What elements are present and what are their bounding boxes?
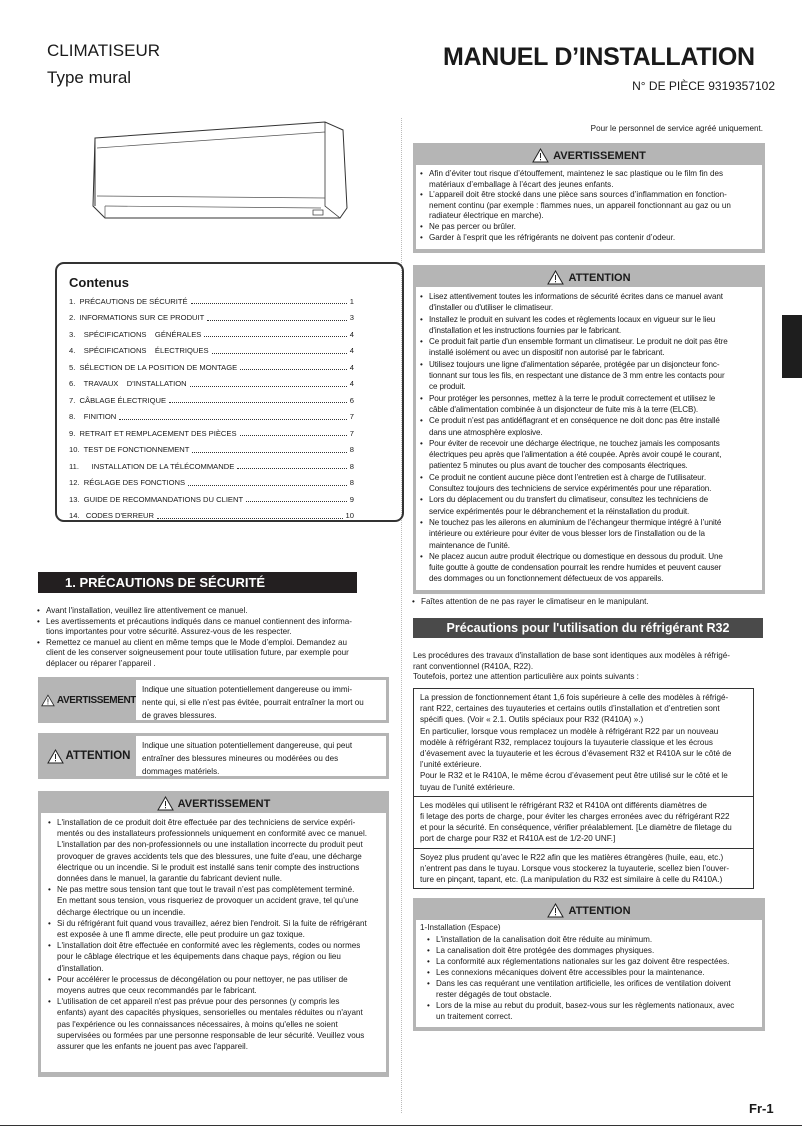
warning-triangle-icon	[547, 903, 564, 918]
toc-leader	[246, 496, 347, 502]
list-item: • L'installation doit être effectuée en conformité avec les règlements, codes ou normes pour le câblage électrique et les équipements dans chaque pays, région ou lieu d'installation.	[47, 940, 380, 974]
toc-item-page: 8	[349, 478, 354, 488]
list-item: • Remettez ce manuel au client en même temps que le Mode d’emploi. Demandez au client de les conserver soigneusement pour toute utilisation future, par exemple pour déplacer ou réparer l’appareil .	[36, 638, 396, 670]
caution-title: ATTENTION	[568, 904, 631, 917]
warning-triangle-icon	[41, 693, 55, 708]
intro-bullets	[36, 606, 396, 670]
page-number: Fr-1	[749, 1101, 774, 1116]
list-item: • L'installation de ce produit doit être effectuée par des techniciens de service expéri- mentés ou des installateurs professionnels uniquement en conformité avec ce manuel. L'installation par des non-professionnels ou une installation incorrecte du produit peut provoquer de graves accidents tels que des blessures, une fuite d'eau, une décharge électrique ou un incendie. Si le produit est installé sans tenir compte des instructions données dans le manuel, la garantie du fabricant devient nulle.	[47, 817, 380, 884]
toc-item-label: 11. INSTALLATION DE LA TÉLÉCOMMANDE	[69, 461, 235, 471]
toc-item-label: 4. SPÉCIFICATIONS ÉLECTRIQUES	[69, 346, 209, 356]
toc-item[interactable]	[69, 293, 354, 310]
toc-item[interactable]	[69, 326, 354, 343]
toc-item-label: 14. CODES D'ERREUR	[69, 511, 154, 521]
list-item: • L'installation de la canalisation doit être réduite au minimum.	[426, 934, 758, 945]
toc-leader	[240, 364, 347, 370]
toc-leader	[157, 513, 343, 519]
part-number: N° DE PIÈCE 9319357102	[632, 79, 775, 93]
r32-table-row: Soyez plus prudent qu’avec le R22 afin que les matières étrangères (huile, eau, etc.) n’entrent pas dans le tuyau. Lorsque vous stockerez la tuyauterie, scellez bien l’ouver- ture en pinçant, tapant, etc. (La manipulation du R32 est similaire à celle du R410A.)	[413, 848, 754, 890]
toc-item-page: 8	[349, 461, 354, 471]
toc-title: Contenus	[69, 275, 129, 290]
toc-item[interactable]	[69, 409, 354, 426]
list-item: • Utilisez toujours une ligne d'alimentation séparée, protégée par un disjoncteur fonc- tionnant sur tous les fils, en respectant une distance de 3 mm entre les contacts pour ce produit.	[419, 359, 762, 393]
toc-item[interactable]	[69, 310, 354, 327]
list-item: • Faîtes attention de ne pas rayer le climatiseur en le manipulant.	[411, 597, 771, 608]
warning-list	[419, 169, 756, 243]
list-item: • Pour accélérer le processus de décongélation ou pour nettoyer, ne pas utiliser de moyens autres que ceux recommandés par le fabricant.	[47, 974, 380, 996]
list-item: • L’appareil doit être stocké dans une pièce sans sources d’inflammation en fonction- nement continu (par exemple : flammes nues, un appareil fonctionnant au gaz ou un radiateur électrique en marche).	[419, 190, 756, 222]
toc-item[interactable]	[69, 425, 354, 442]
list-item: • La conformité aux réglementations nationales sur les gaz doivent être respectées.	[426, 956, 758, 967]
list-item: • Dans les cas requérant une ventilation artificielle, les orifices de ventilation doivent rester dégagés de tout obstacle.	[426, 978, 758, 1000]
handling-note	[411, 597, 771, 608]
toc-item[interactable]	[69, 508, 354, 525]
r32-section-header: Précautions pour l'utilisation du réfrigérant R32	[413, 618, 763, 638]
toc-leader	[190, 381, 347, 387]
list-item: • Afin d’éviter tout risque d’étouffement, maintenez le sac plastique ou le film fin des matériaux d’emballage à l’écart des jeunes enfants.	[419, 169, 756, 190]
list-item: • Lors de la mise au rebut du produit, basez-vous sur les règlements nationaux, avec un traitement correct.	[426, 1000, 758, 1022]
toc-item-page: 9	[349, 494, 354, 504]
r32-table-row: Les modèles qui utilisent le réfrigérant R32 et R410A ont différents diamètres de fi letage des ports de charge, pour éviter les charges erronées avec du réfrigérant R22 et pour la sécurité. En conséquence, vérifier préalablement. [Le diamètre de filetage du port de charge pour R32 et R410A est de 1/2-20 UNF.]	[413, 796, 754, 848]
list-item: • Les connexions mécaniques doivent être accessibles pour la maintenance.	[426, 967, 758, 978]
toc-leader	[240, 430, 347, 436]
list-item: • Ne placez aucun autre produit électrique ou domestique en dessous du produit. Une fuite goutte à goutte de condensation pourrait les rendre humides et peuvent causer des dommages ou un fonctionnement défectueux de vos appareils.	[419, 551, 762, 585]
toc-item-page: 3	[349, 313, 354, 323]
r32-table	[413, 688, 754, 889]
legend-warning-text: Indique une situation potentiellement dangereuse ou immi- nente qui, si elle n’est pas évitée, pourrait entraîner la mort ou de graves blessures.	[136, 680, 386, 720]
toc-item-page: 6	[349, 395, 354, 405]
toc-item-page: 7	[349, 428, 354, 438]
warning-triangle-icon	[547, 270, 564, 285]
toc-item[interactable]	[69, 343, 354, 360]
toc-item-label: 5. SÉLECTION DE LA POSITION DE MONTAGE	[69, 362, 238, 372]
toc-item-label: 7. CÂBLAGE ÉLECTRIQUE	[69, 395, 167, 405]
list-item: • Ne pas mettre sous tension tant que tout le travail n’est pas complètement terminé. En mettant sous tension, vous risqueriez de provoquer un accident grave, tel qu’une décharge électrique ou un incendie.	[47, 884, 380, 918]
toc-item[interactable]	[69, 359, 354, 376]
toc-leader	[192, 447, 346, 453]
list-item: • La canalisation doit être protégée des dommages physiques.	[426, 945, 758, 956]
toc-item[interactable]	[69, 442, 354, 459]
caution-box-install	[413, 898, 765, 1031]
toc-leader	[191, 298, 347, 304]
toc-leader	[212, 348, 347, 354]
toc-item-page: 1	[349, 296, 354, 306]
warning-triangle-icon	[157, 796, 174, 811]
caution-box-right	[413, 265, 765, 594]
toc-item-page: 4	[349, 346, 354, 356]
toc-item-page: 10	[345, 511, 354, 521]
list-item: • Ne pas percer ou brûler.	[419, 222, 756, 233]
caution-title: ATTENTION	[568, 271, 631, 284]
bottom-rule	[0, 1125, 802, 1126]
list-item: • Ce produit ne contient aucune pièce dont l’entretien est à charge de l’utilisateur. Consultez toujours des techniciens de service expérimentés pour une réparation.	[419, 472, 762, 495]
legend-caution-label: ATTENTION	[65, 750, 131, 762]
r32-intro: Les procédures des travaux d'installation de base sont identiques aux modèles à réfrigé- rant conventionnel (R410A, R22). Toutefois, portez une attention particulière aux points suivants :	[413, 651, 730, 682]
product-type: Type mural	[47, 68, 132, 87]
legend-warning	[38, 677, 389, 723]
toc-item-page: 8	[349, 445, 354, 455]
table-of-contents	[55, 262, 404, 522]
toc-item-label: 12. RÉGLAGE DES FONCTIONS	[69, 478, 186, 488]
toc-item[interactable]	[69, 376, 354, 393]
warning-list	[47, 817, 380, 1052]
list-item: • Pour éviter de recevoir une décharge électrique, ne touchez jamais les composants électriques peu après que l'alimentation a été coupée. Après avoir coupé le courant, patientez 5 minutes ou plus avant de toucher des composants électriques.	[419, 438, 762, 472]
warning-triangle-icon	[47, 749, 64, 764]
list-item: • Ce produit n’est pas antidéflagrant et en conséquence ne doit donc pas être installé dans une atmosphère explosive.	[419, 415, 762, 438]
list-item: • Garder à l’esprit que les réfrigérants ne doivent pas contenir d’odeur.	[419, 233, 756, 244]
toc-leader	[188, 480, 347, 486]
warning-triangle-icon	[532, 148, 549, 163]
section-header: 1. PRÉCAUTIONS DE SÉCURITÉ	[38, 572, 357, 593]
list-item: • L'utilisation de cet appareil n'est pas prévue pour des personnes (y compris les enfants) ayant des capacités physiques, sensorielles ou mentales réduites ou n'ayant pas l'expérience ou les connaissances nécessaires, à moins qu'elles ne soient supervisées ou formées par une personne responsable de leur sécurité. Veuillez vous assurer que les enfants ne jouent pas avec l'appareil.	[47, 996, 380, 1052]
toc-item-page: 4	[349, 362, 354, 372]
toc-leader	[119, 414, 347, 420]
toc-item-label: 8. FINITION	[69, 412, 117, 422]
toc-item[interactable]	[69, 458, 354, 475]
caution-list	[420, 934, 758, 1022]
toc-item[interactable]	[69, 491, 354, 508]
legend-warning-label: AVERTISSEMENT	[56, 694, 136, 706]
toc-item[interactable]	[69, 475, 354, 492]
product-name: CLIMATISEUR	[47, 41, 161, 60]
manual-title: MANUEL D’INSTALLATION	[443, 43, 755, 71]
toc-item[interactable]	[69, 392, 354, 409]
toc-leader	[207, 315, 346, 321]
toc-item-label: 9. RETRAIT ET REMPLACEMENT DES PIÈCES	[69, 428, 237, 438]
toc-item-label: 13. GUIDE DE RECOMMANDATIONS DU CLIENT	[69, 494, 244, 504]
toc-item-label: 1. PRÉCAUTIONS DE SÉCURITÉ	[69, 296, 188, 306]
list-item: • Installez le produit en suivant les codes et règlements locaux en vigueur sur le lieu d'installation et les instructions fournies par le fabricant.	[419, 314, 762, 337]
warning-box-right	[413, 143, 765, 253]
list-item: • Les avertissements et précautions indiqués dans ce manuel contiennent des informa- tions importantes pour votre sécurité. Assurez-vous de les respecter.	[36, 617, 396, 638]
legend-caution-text: Indique une situation potentiellement dangereuse, qui peut entraîner des blessures mineures ou modérées ou des dommages matériels.	[136, 736, 386, 776]
list-item: • Ne touchez pas les ailerons en aluminium de l’échangeur thermique intégré à l’unité intérieure ou extérieure pour éviter de vous blesser lors de l’installation ou de la maintenance de l’unité.	[419, 517, 762, 551]
toc-item-page: 4	[349, 329, 354, 339]
service-note: Pour le personnel de service agréé uniquement.	[590, 124, 763, 133]
warning-title: AVERTISSEMENT	[553, 149, 646, 162]
toc-item-page: 4	[349, 379, 354, 389]
list-item: • Avant l'installation, veuillez lire attentivement ce manuel.	[36, 606, 396, 617]
list-item: • Lors du déplacement ou du transfert du climatiseur, consultez les techniciens de service expérimentés pour le débranchement et la réinstallation du produit.	[419, 494, 762, 517]
toc-leader	[169, 397, 347, 403]
list-item: • Lisez attentivement toutes les informations de sécurité écrites dans ce manuel avant d'installer ou d'utiliser le climatiseur.	[419, 291, 762, 314]
list-item: • Pour protéger les personnes, mettez à la terre le produit correctement et utilisez le câble d'alimentation combinée à un disjoncteur de fuite mis à la terre (ELCB).	[419, 393, 762, 416]
legend-caution	[38, 733, 389, 779]
toc-item-label: 6. TRAVAUX D'INSTALLATION	[69, 379, 187, 389]
toc-leader	[204, 331, 346, 337]
caution-list	[419, 291, 762, 585]
toc-item-label: 10. TEST DE FONCTIONNEMENT	[69, 445, 190, 455]
toc-item-page: 7	[349, 412, 354, 422]
toc-item-label: 2. INFORMATIONS SUR CE PRODUIT	[69, 313, 205, 323]
language-tab	[782, 315, 802, 378]
r32-table-row: La pression de fonctionnement étant 1,6 fois supérieure à celle des modèles à réfrigé- rant R22, certaines des tuyauteries et certains outils d’installation et d’entretien sont spécifi ques. (Voir « 2.1. Outils spéciaux pour R32 (R410A) ».) En particulier, lorsque vous remplacez un modèle à réfrigérant R22 par un nouveau modèle à réfrigérant R32, remplacez toujours la tuyauterie classique et les écrous d’évasement avec la tuyauterie et les écrous d’évasement R32 et R410A sur le côté de l’unité extérieure. Pour le R32 et le R410A, le même écrou d’évasement peut être utilisé sur le côté et le tuyau de l’unité extérieure.	[413, 688, 754, 796]
toc-item-label: 3. SPÉCIFICATIONS GÉNÉRALES	[69, 329, 202, 339]
warning-title: AVERTISSEMENT	[177, 797, 271, 810]
toc-list	[69, 293, 354, 524]
list-item: • Ce produit fait partie d'un ensemble formant un climatiseur. Le produit ne doit pas être installé isolément ou avec un dispositif non autorisé par le fabricant.	[419, 336, 762, 359]
warning-box-left	[38, 791, 389, 1077]
toc-leader	[237, 463, 346, 469]
list-item: • Si du réfrigérant fuit quand vous travaillez, aérez bien l'endroit. Si la fuite de réfrigérant est exposée à une fl amme directe, elle peut produire un gaz toxique.	[47, 918, 380, 940]
caution-subtitle: 1-Installation (Espace)	[420, 923, 501, 932]
air-conditioner-illustration	[85, 118, 350, 228]
